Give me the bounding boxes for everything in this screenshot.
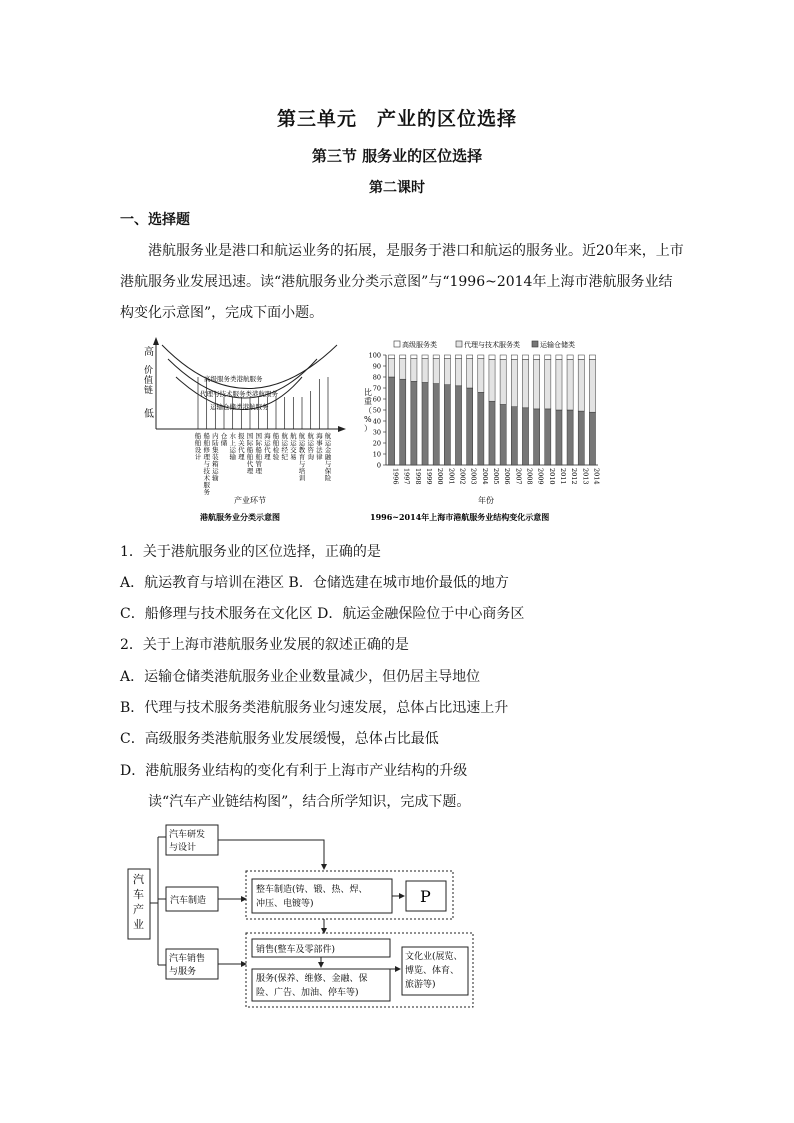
fig1-caption: 港航服务业分类示意图 [200,512,280,522]
x-tick-label: 2007 [514,468,523,485]
curve-label-agency: 代理与技术服务类港航服务 [200,390,278,398]
root-char: 产 [133,903,144,916]
sell-node: 销售(整车及零部件) [256,945,336,955]
y-tick-label: 0 [376,461,381,470]
x-tick-label: 2005 [492,468,500,485]
column-label: 船舶检验 [272,432,280,461]
bar-segment [567,359,573,410]
bar-segment [500,355,506,359]
page-title: 第三单元 产业的区位选择 [276,108,517,130]
bar-segment [489,355,495,359]
bar-segment [567,410,573,465]
y-tick-label: 60 [372,395,381,404]
culture-node-line1: 文化业(展览、 [405,952,463,962]
chart-legend [394,340,575,349]
intro2-paragraph: 读“汽车产业链结构图”，结合所学知识，完成下题。 [148,794,471,810]
bar-segment [422,358,428,382]
x-tick-label: 2013 [581,468,590,485]
legend-swatch [456,341,462,347]
column-label: 国际船舶管理 [255,432,262,475]
legend-label: 运输仓储类 [540,341,575,349]
x-tick-label: 2012 [570,468,579,485]
legend-swatch [532,341,538,347]
bar-segment [578,411,584,465]
legend-label: 代理与技术服务类 [464,341,520,349]
q2-option-a: A．运输仓储类港航服务业企业数量减少，但仍居主导地位 [120,669,481,685]
bar-segment [478,358,484,392]
column-label: 仓储 [220,432,228,447]
bar-segment [444,385,450,465]
bar-segment [444,358,450,384]
rd-node-line2: 与设计 [169,843,197,853]
bar-segment [578,355,584,359]
bar-segment [522,408,528,465]
x-axis-label: 产业环节 [234,496,266,505]
q2-option-c: C．高级服务类港航服务业发展缓慢，总体占比最低 [120,731,439,747]
x-tick-label: 1996 [391,468,400,485]
curve-label-transport: 运输仓储类港航服务 [210,403,269,411]
bar-segment [411,355,417,358]
y-tick-label: 50 [372,406,381,415]
bar-segment [400,358,406,379]
bar-segment [400,355,406,358]
root-char: 汽 [133,873,144,886]
x-tick-label: 2008 [525,468,534,485]
fig-structure-chart [360,337,610,529]
bar-segment [556,355,562,359]
bar-segment [511,359,517,406]
bar-segment [589,412,595,465]
intro-paragraph: 港航服务业是港口和航运业务的拓展，是服务于港口和航运的服务业。近20年来，上市港航服务业发展迅速。读“港航服务业分类示意图”与“1996~2014年上海市港航服务业结构变化示意图”，完成下面小题。 [120,243,684,321]
bar-segment [500,405,506,466]
column-label: 船舶设计 [194,432,202,461]
x-tick-label: 1999 [425,468,434,485]
fig-auto-industry-chain [126,823,486,1013]
curve-label-advanced: 高级服务类港航服务 [204,375,263,383]
column-label: 航运金融与保险 [324,432,332,482]
bar-segment [411,358,417,381]
bar-segment [389,358,395,377]
q2-option-b: B．代理与技术服务类港航服务业匀速发展，总体占比迅速上升 [120,700,509,716]
bar-segment [511,355,517,359]
legend-swatch [394,341,400,347]
bar-segment [433,355,439,358]
chart-caption: 1996~2014年上海市港航服务业结构变化示意图 [370,512,550,522]
bar-segment [522,359,528,407]
x-tick-label: 2006 [503,468,512,485]
bar-segment [455,355,461,358]
bar-segment [478,355,484,358]
service-node-line2: 险、广告、加油、停车等) [256,988,359,998]
x-tick-label: 2011 [558,468,567,485]
q1-options-ab: A．航运教育与培训在港区 B．仓储选建在城市地价最低的地方 [120,575,509,591]
x-tick-label: 1997 [402,468,411,485]
bar-segment [545,355,551,359]
q1-options-cd: C．船修理与技术服务在文化区 D．航运金融保险位于中心商务区 [120,606,525,622]
mfg-node: 汽车制造 [170,896,207,906]
bar-segment [455,386,461,465]
column-label: 航运教育与培训 [298,432,306,482]
q2-stem: 2．关于上海市港航服务业发展的叙述正确的是 [120,637,409,653]
service-node-line1: 服务(保养、维修、金融、保 [256,974,368,984]
x-tick-label: 2001 [447,468,456,485]
x-tick-label: 2014 [592,468,601,485]
y-tick-label: 80 [372,373,381,382]
x-tick-label: 2003 [469,468,478,485]
y-tick-label: 100 [368,351,381,360]
bar-segment [556,359,562,410]
bar-segment [444,355,450,358]
column-label: 海事法律 [316,432,323,461]
bar-segment [433,384,439,465]
bar-segment [422,383,428,466]
y-high-label: 高 [144,347,154,358]
bar-segment [478,392,484,465]
bar-segment [522,355,528,359]
y-tick-label: 10 [372,450,381,459]
root-char: 业 [133,918,144,931]
chart-y-label: 比重（%） [364,388,372,433]
rd-node-line1: 汽车研发 [169,830,206,840]
q2-option-d: D．港航服务业结构的变化有利于上海市产业结构的升级 [120,763,468,779]
y-tick-label: 40 [372,417,381,426]
bar-segment [534,409,540,465]
legend-label: 高级服务类 [402,341,437,349]
p-node: P [420,887,431,906]
bar-segment [578,359,584,411]
bar-segment [589,355,595,359]
section-title: 第三节 服务业的区位选择 [311,147,483,165]
fig-port-service-classification [142,337,352,527]
q1-stem: 1．关于港航服务业的区位选择，正确的是 [120,544,381,560]
column-label: 内陆集装箱运输 [212,432,219,482]
bar-segment [400,379,406,465]
bar-segment [556,410,562,465]
bar-segment [489,359,495,401]
x-tick-label: 2002 [458,468,467,485]
column-label: 国际船舶代理 [246,432,254,475]
column-label: 船舶修理与技术服务 [203,432,210,496]
bar-segment [500,359,506,404]
bar-segment [389,355,395,358]
bar-segment [545,359,551,409]
bar-segment [534,355,540,359]
bar-segment [433,358,439,383]
assembly-node-line2: 冲压、电镀等) [256,899,314,909]
bar-segment [422,355,428,358]
column-label: 报关代理 [238,432,245,461]
lesson-title: 第二课时 [369,180,425,196]
x-tick-label: 2010 [547,468,556,485]
bar-segment [467,358,473,388]
root-char: 车 [133,888,144,901]
bar-segment [567,355,573,359]
bar-segment [467,388,473,465]
bar-segment [589,359,595,412]
y-tick-label: 90 [372,362,381,371]
x-tick-label: 2004 [480,468,489,485]
column-label: 海运代理 [264,432,271,461]
bar-segment [389,377,395,465]
bar-segment [534,359,540,409]
column-label: 水上运输 [229,432,236,461]
y-tick-label: 70 [372,384,381,393]
y-low-label: 低 [144,409,154,420]
sales-node-line1: 汽车销售 [169,954,206,964]
assembly-node-line1: 整车制造(铸、锻、热、焊、 [256,885,368,895]
column-label: 航运咨询 [307,432,314,461]
column-label: 航运交易 [290,432,297,461]
culture-node-line3: 旅游等) [405,980,436,990]
y-tick-label: 30 [372,428,381,437]
sales-node-line2: 与服务 [169,967,197,977]
chart-x-label: 年份 [478,496,494,505]
bar-segment [467,355,473,358]
bar-segment [545,409,551,465]
culture-node-line2: 博览、体育、 [405,966,460,976]
x-tick-label: 2000 [436,468,445,485]
x-tick-label: 2009 [536,468,545,485]
bar-segment [455,358,461,386]
bar-segment [489,401,495,465]
column-label: 航运经纪 [281,432,288,461]
x-tick-label: 1998 [413,468,422,485]
part-heading: 一、选择题 [120,212,190,228]
bar-segment [411,381,417,465]
y-axis-label: 价值链 [144,366,154,396]
bar-segment [511,407,517,465]
y-tick-label: 20 [372,439,381,448]
